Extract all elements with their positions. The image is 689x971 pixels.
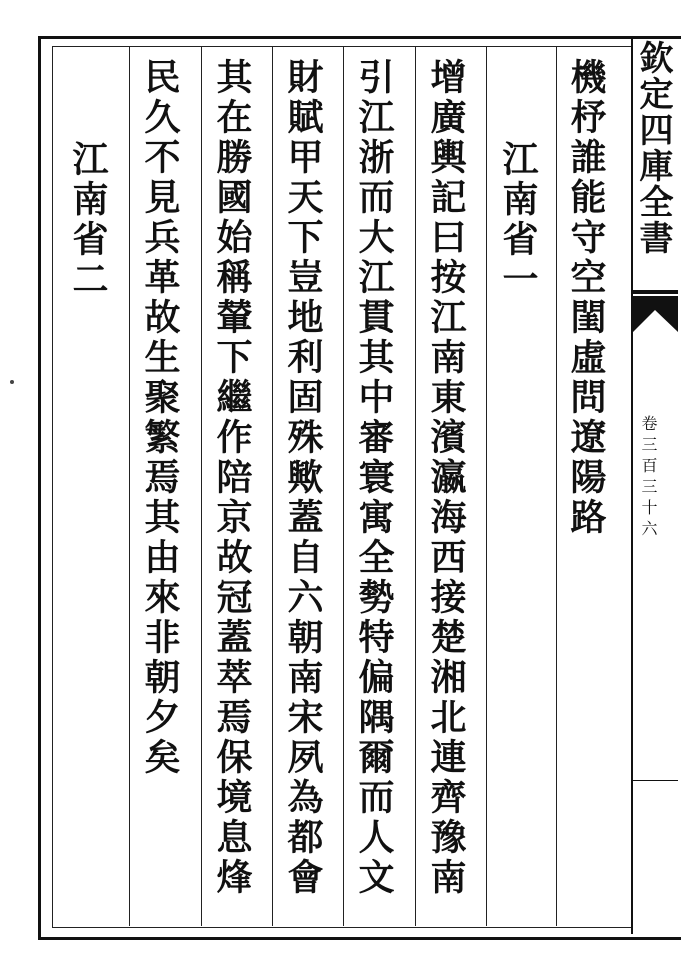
column-rule	[129, 47, 130, 926]
ink-speck	[10, 380, 14, 384]
column-rule	[343, 47, 344, 926]
column-rule	[486, 47, 487, 926]
column-rule	[201, 47, 202, 926]
text-column: 增廣輿記曰按江南東濱瀛海西接楚湘北連齊豫南	[425, 58, 467, 898]
section-heading: 江南省二	[67, 140, 109, 300]
fish-tail-band	[633, 290, 678, 294]
text-column: 引江浙而大江貫其中審寰寓全勢特偏隅爾而人文	[353, 58, 395, 898]
column-rule	[556, 47, 557, 926]
margin-rule	[633, 780, 678, 781]
book-title: 欽定四庫全書	[633, 40, 673, 256]
text-column: 財賦甲天下豈地利固殊歟蓋自六朝南宋夙為都會	[282, 58, 324, 898]
text-column: 民久不見兵革故生聚繁焉其由來非朝夕矣	[139, 58, 181, 778]
column-rule	[272, 47, 273, 926]
column-rule	[415, 47, 416, 926]
section-heading: 江南省一	[497, 140, 539, 300]
juan-label: 卷三百三十六	[639, 415, 658, 541]
text-column-poem: 機杼誰能守空閨虛問遼陽路	[565, 58, 607, 538]
text-column: 其在勝國始稱輦下繼作陪京故冠蓋萃焉保境息烽	[211, 58, 253, 898]
fish-tail-mark	[633, 296, 678, 336]
